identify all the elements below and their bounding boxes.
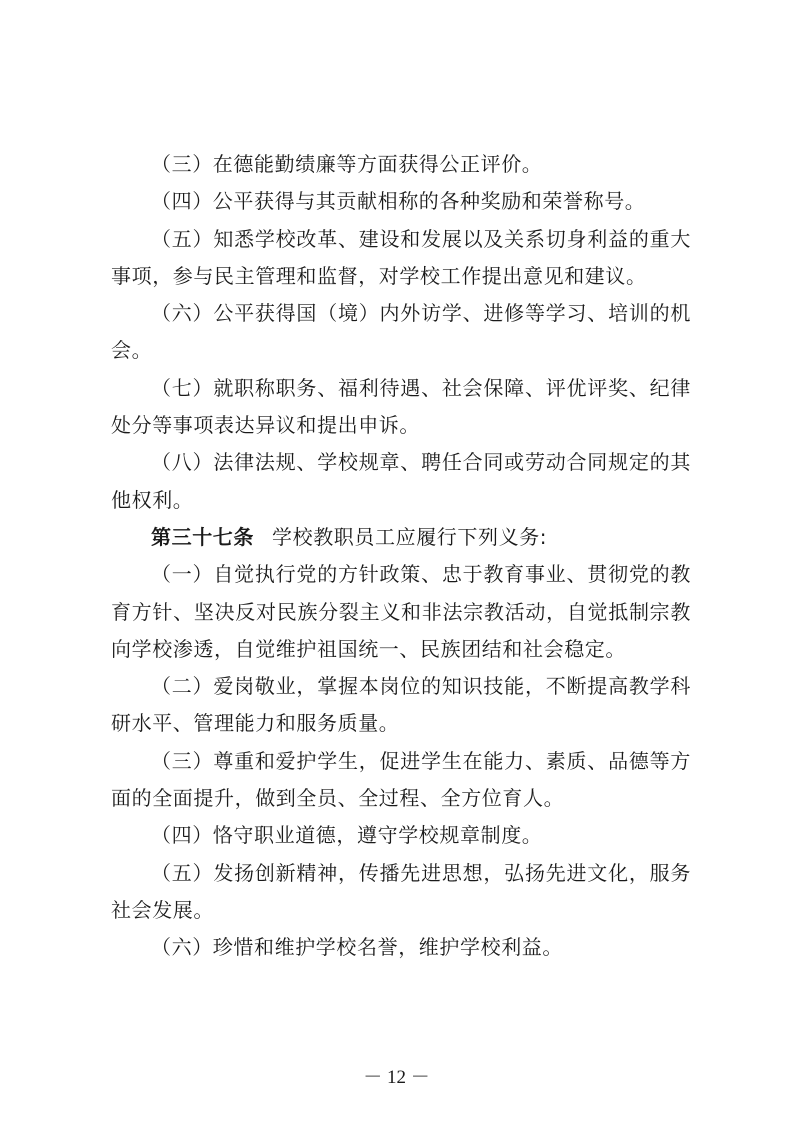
duty-item-5: （五）发扬创新精神，传播先进思想，弘扬先进文化，服务社会发展。 (111, 860, 691, 922)
document-body (111, 146, 691, 967)
paragraph-item-7: （七）就职称职务、福利待遇、社会保障、评优评奖、纪律处分等事项表达异议和提出申诉。 (111, 375, 691, 438)
paragraph-item-8: （八）法律法规、学校规章、聘任合同或劳动合同规定的其他权利。 (111, 450, 691, 512)
article-37-paragraph (111, 519, 691, 556)
article-text: 学校教职员工应履行下列义务: (272, 524, 548, 549)
duty-item-4: （四）恪守职业道德，遵守学校规章制度。 (151, 823, 543, 848)
paragraph-item-4: （四）公平获得与其贡献相称的各种奖励和荣誉称号。 (151, 189, 646, 214)
paragraph-item-6: （六）公平获得国（境）内外访学、进修等学习、培训的机会。 (111, 301, 691, 363)
paragraph-item-5: （五）知悉学校改革、建设和发展以及关系切身利益的重大事项，参与民主管理和监督，对学校工作提出意见和建议。 (111, 226, 691, 288)
paragraph-item-3: （三）在德能勤绩廉等方面获得公正评价。 (151, 152, 543, 176)
duty-item-2: （二）爱岗敬业，掌握本岗位的知识技能，不断提高教学科研水平、管理能力和服务质量。 (111, 674, 691, 736)
duty-item-6: （六）珍惜和维护学校名誉，维护学校利益。 (151, 935, 563, 960)
page-number: － 12 － (363, 1067, 430, 1088)
article-title: 第三十七条 (151, 524, 254, 549)
duty-item-1: （一）自觉执行党的方针政策、忠于教育事业、贯彻党的教育方针、坚决反对民族分裂主义和非法宗教活动，自觉抵制宗教向学校渗透，自觉维护祖国统一、民族团结和社会稳定。 (111, 562, 691, 661)
duty-item-3: （三）尊重和爱护学生，促进学生在能力、素质、品德等方面的全面提升，做到全员、全过程、全方位育人。 (111, 748, 691, 811)
